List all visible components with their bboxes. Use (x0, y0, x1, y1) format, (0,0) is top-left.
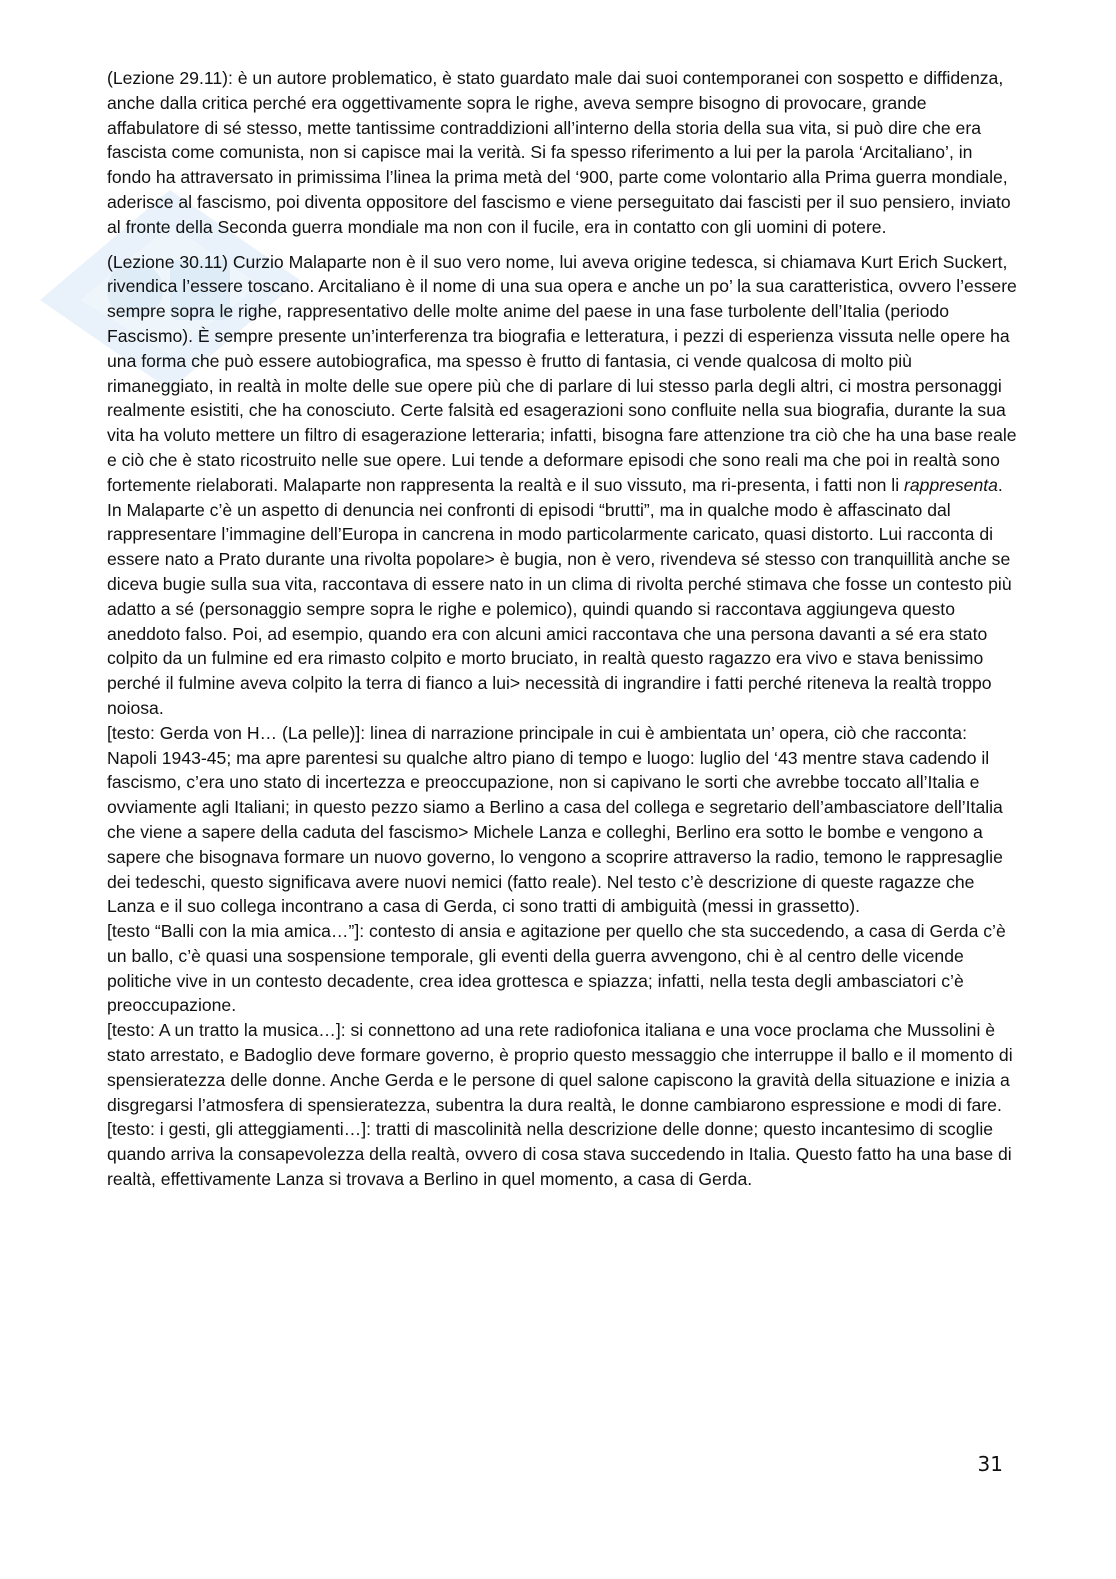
paragraph-lezione-30-text-b: . In Malaparte c’è un aspetto di denuncia nei confronti di episodi “brutti”, ma in qualche modo è affascinato dal rappresentare l’immagine dell’Europa in cancrena in modo particolarmente caricato, quasi distorto. Lui racconta di essere nato a Prato durante una rivolta popolare> è bugia, non è vero, rivendeva sé stesso con tranquillità anche se diceva bugie sulla sua vita, raccontava di essere nato in un clima di rivolta perché stimava che fosse un contesto più adatto a sé (personaggio sempre sopra le righe e polemico), quindi quando si raccontava aggiungeva questo aneddoto falso. Poi, ad esempio, quando era con alcuni amici raccontava che una persona davanti a sé era stato colpito da un fulmine ed era rimasto colpito e morto bruciato, in realtà questo ragazzo era vivo e stava benissimo perché il fulmine aveva colpito la terra di fianco a lui> necessità di ingrandire i fatti perché riteneva la realtà troppo noiosa. (107, 474, 1012, 718)
paragraph-lezione-30-text-a: (Lezione 30.11) Curzio Malaparte non è il suo vero nome, lui aveva origine tedesca, si chiamava Kurt Erich Suckert, rivendica l’essere toscano. Arcitaliano è il nome di una sua opera e anche un po’ la sua caratteristica, ovvero l’essere sempre sopra le righe, rappresentativo delle molte anime del paese in una fase turbolente dell’Italia (periodo Fascismo). È sempre presente un’interferenza tra biografia e letteratura, i pezzi di esperienza vissuta nelle opere ha una forma che può essere autobiografica, ma spesso è frutto di fantasia, ci vende qualcosa di molto più rimaneggiato, in realtà in molte delle sue opere più che di parlare di lui stesso parla degli altri, ci mostra personaggi realmente esistiti, che ha conosciuto. Certe falsità ed esagerazioni sono confluite nella sua biografia, durante la sua vita ha voluto mettere un filtro di esagerazione letteraria; infatti, bisogna fare attenzione tra ciò che ha una base reale e ciò che è stato ricostruito nelle sue opere. Lui tende a deformare episodi che sono reali ma che poi in realtà sono fortemente rielaborati. Malaparte non rappresenta la realtà e il suo vissuto, ma ri-presenta, i fatti non li (107, 251, 1017, 495)
paragraph-lezione-30 (107, 250, 1017, 721)
page-number: 31 (977, 1452, 1003, 1476)
paragraph-testo-gesti: [testo: i gesti, gli atteggiamenti…]: tratti di mascolinità nella descrizione delle donne; questo incantesimo di scoglie quando arriva la consapevolezza della realtà, ovvero di cosa stava succedendo in Italia. Questo fatto ha una base di realtà, effettivamente Lanza si trovava a Berlino in quel momento, a casa di Gerda. (107, 1119, 1012, 1190)
document-body (107, 66, 1017, 1192)
paragraph-testo-balli: [testo “Balli con la mia amica…”]: contesto di ansia e agitazione per quello che sta succedendo, a casa di Gerda c’è un ballo, c’è quasi una sospensione temporale, gli eventi della guerra avvengono, chi è al centro delle vicende politiche vive in un contesto decadente, crea idea grottesca e spiazza; infatti, nella testa degli ambasciatori c’è preoccupazione. (107, 921, 1006, 1016)
paragraph-testo-musica: [testo: A un tratto la musica…]: si connettono ad una rete radiofonica italiana e una voce proclama che Mussolini è stato arrestato, e Badoglio deve formare governo, è proprio questo messaggio che interruppe il ballo e il momento di spensieratezza delle donne. Anche Gerda e le persone di quel salone capiscono la gravità della situazione e inizia a disgregarsi l’atmosfera di spensieratezza, subentra la dura realtà, le donne cambiarono espressione e modi di fare. (107, 1020, 1013, 1115)
paragraph-testo-gerda: [testo: Gerda von H… (La pelle)]: linea di narrazione principale in cui è ambientata un’ opera, ciò che racconta: Napoli 1943-45; ma apre parentesi su qualche altro piano di tempo e luogo: luglio del ‘43 mentre stava cadendo il fascismo, c’era uno stato di incertezza e preoccupazione, non si capivano le sorti che avrebbe toccato all’Italia e ovviamente agli Italiani; in questo pezzo siamo a Berlino a casa del collega e segretario dell’ambasciatore dell’Italia che viene a sapere della caduta del fascismo> Michele Lanza e colleghi, Berlino era sotto le bombe e vengono a sapere che bisognava formare un nuovo governo, lo vengono a scoprire attraverso la radio, temono le rappresaglie dei tedeschi, questo significava avere nuovi nemici (fatto reale). Nel testo c’è descrizione di queste ragazze che Lanza e il suo collega incontrano a casa di Gerda, ci sono tratti di ambiguità (messi in grassetto). (107, 722, 1003, 917)
paragraph-lezione-29: (Lezione 29.11): è un autore problematico, è stato guardato male dai suoi contemporanei con sospetto e diffidenza, anche dalla critica perché era oggettivamente sopra le righe, aveva sempre bisogno di provocare, grande affabulatore di sé stesso, mette tantissime contraddizioni all’interno della storia della sua vita, si può dire che era fascista come comunista, non si capisce mai la verità. Si fa spesso riferimento a lui per la parola ‘Arcitaliano’, in fondo ha attraversato in primissima l’linea la prima metà del ‘900, parte come volontario alla Prima guerra mondiale, aderisce al fascismo, poi diventa oppositore del fascismo e viene perseguitato dai fascisti per il suo pensiero, inviato al fronte della Seconda guerra mondiale ma non con il fucile, era in contatto con gli uomini di potere. (107, 68, 1011, 237)
paragraph-lezione-30-italic: rappresenta (904, 474, 998, 495)
